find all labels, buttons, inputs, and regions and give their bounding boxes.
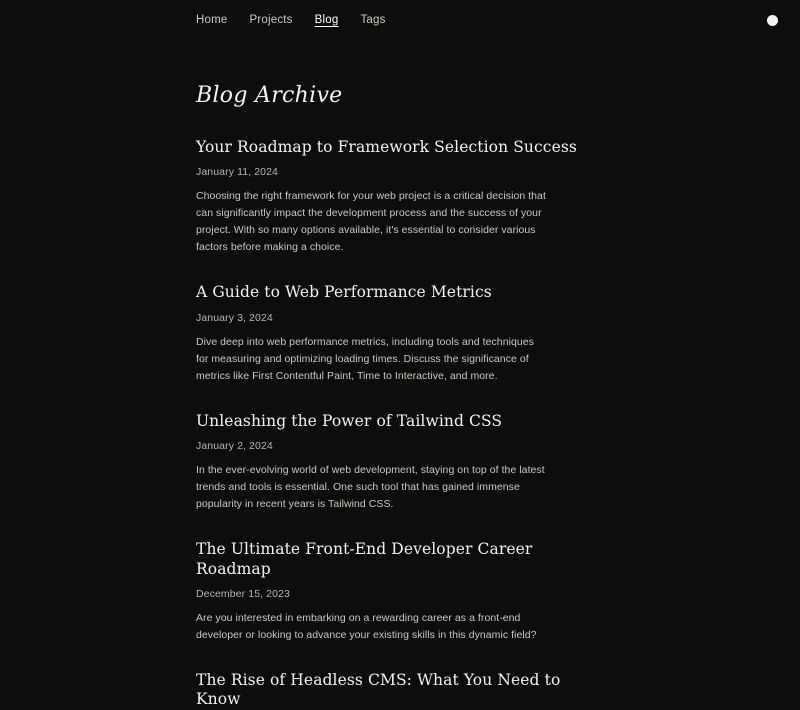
post-date: January 3, 2024 xyxy=(196,311,273,324)
list-item xyxy=(196,671,600,710)
nav-item-projects[interactable]: Projects xyxy=(249,14,293,26)
list-item xyxy=(196,138,600,256)
nav-item-home[interactable]: Home xyxy=(196,14,228,26)
list-item xyxy=(196,412,600,513)
post-excerpt: In the ever-evolving world of web development, staying on top of the latest trends and tools is essential. One such tool that has gained immense popularity in recent years is Tailwind CSS. xyxy=(196,464,545,511)
post-excerpt: Are you interested in embarking on a rewarding career as a front-end developer or looking to advance your existing skills in this dynamic field? xyxy=(196,611,537,641)
nav-item-blog[interactable]: Blog xyxy=(314,14,339,26)
post-date: December 15, 2023 xyxy=(196,587,290,600)
post-excerpt: Dive deep into web performance metrics, including tools and techniques for measuring and optimizing loading times. Discuss the significance of metrics like First Contentful Paint, Time to Interactive, and more. xyxy=(196,335,534,382)
post-excerpt: Choosing the right framework for your web project is a critical decision that can significantly impact the development process and the success of your project. With so many options available, it's essential to consider various factors before making a choice. xyxy=(196,190,546,254)
list-item xyxy=(196,540,600,644)
theme-toggle-icon[interactable] xyxy=(767,15,778,26)
page-title: Blog Archive xyxy=(196,83,343,108)
post-title[interactable]: The Ultimate Front-End Developer Career Roadmap xyxy=(196,540,533,578)
post-title[interactable]: A Guide to Web Performance Metrics xyxy=(196,283,492,302)
main-navigation xyxy=(0,0,800,26)
post-list xyxy=(196,138,600,710)
content-area xyxy=(0,83,600,710)
post-title[interactable]: Your Roadmap to Framework Selection Success xyxy=(196,138,577,156)
list-item xyxy=(196,283,600,384)
post-date: January 2, 2024 xyxy=(196,440,273,453)
nav-item-tags[interactable]: Tags xyxy=(360,14,386,26)
post-date: January 11, 2024 xyxy=(196,166,278,179)
post-title[interactable]: Unleashing the Power of Tailwind CSS xyxy=(196,411,503,430)
post-title[interactable]: The Rise of Headless CMS: What You Need to Know xyxy=(196,670,561,709)
